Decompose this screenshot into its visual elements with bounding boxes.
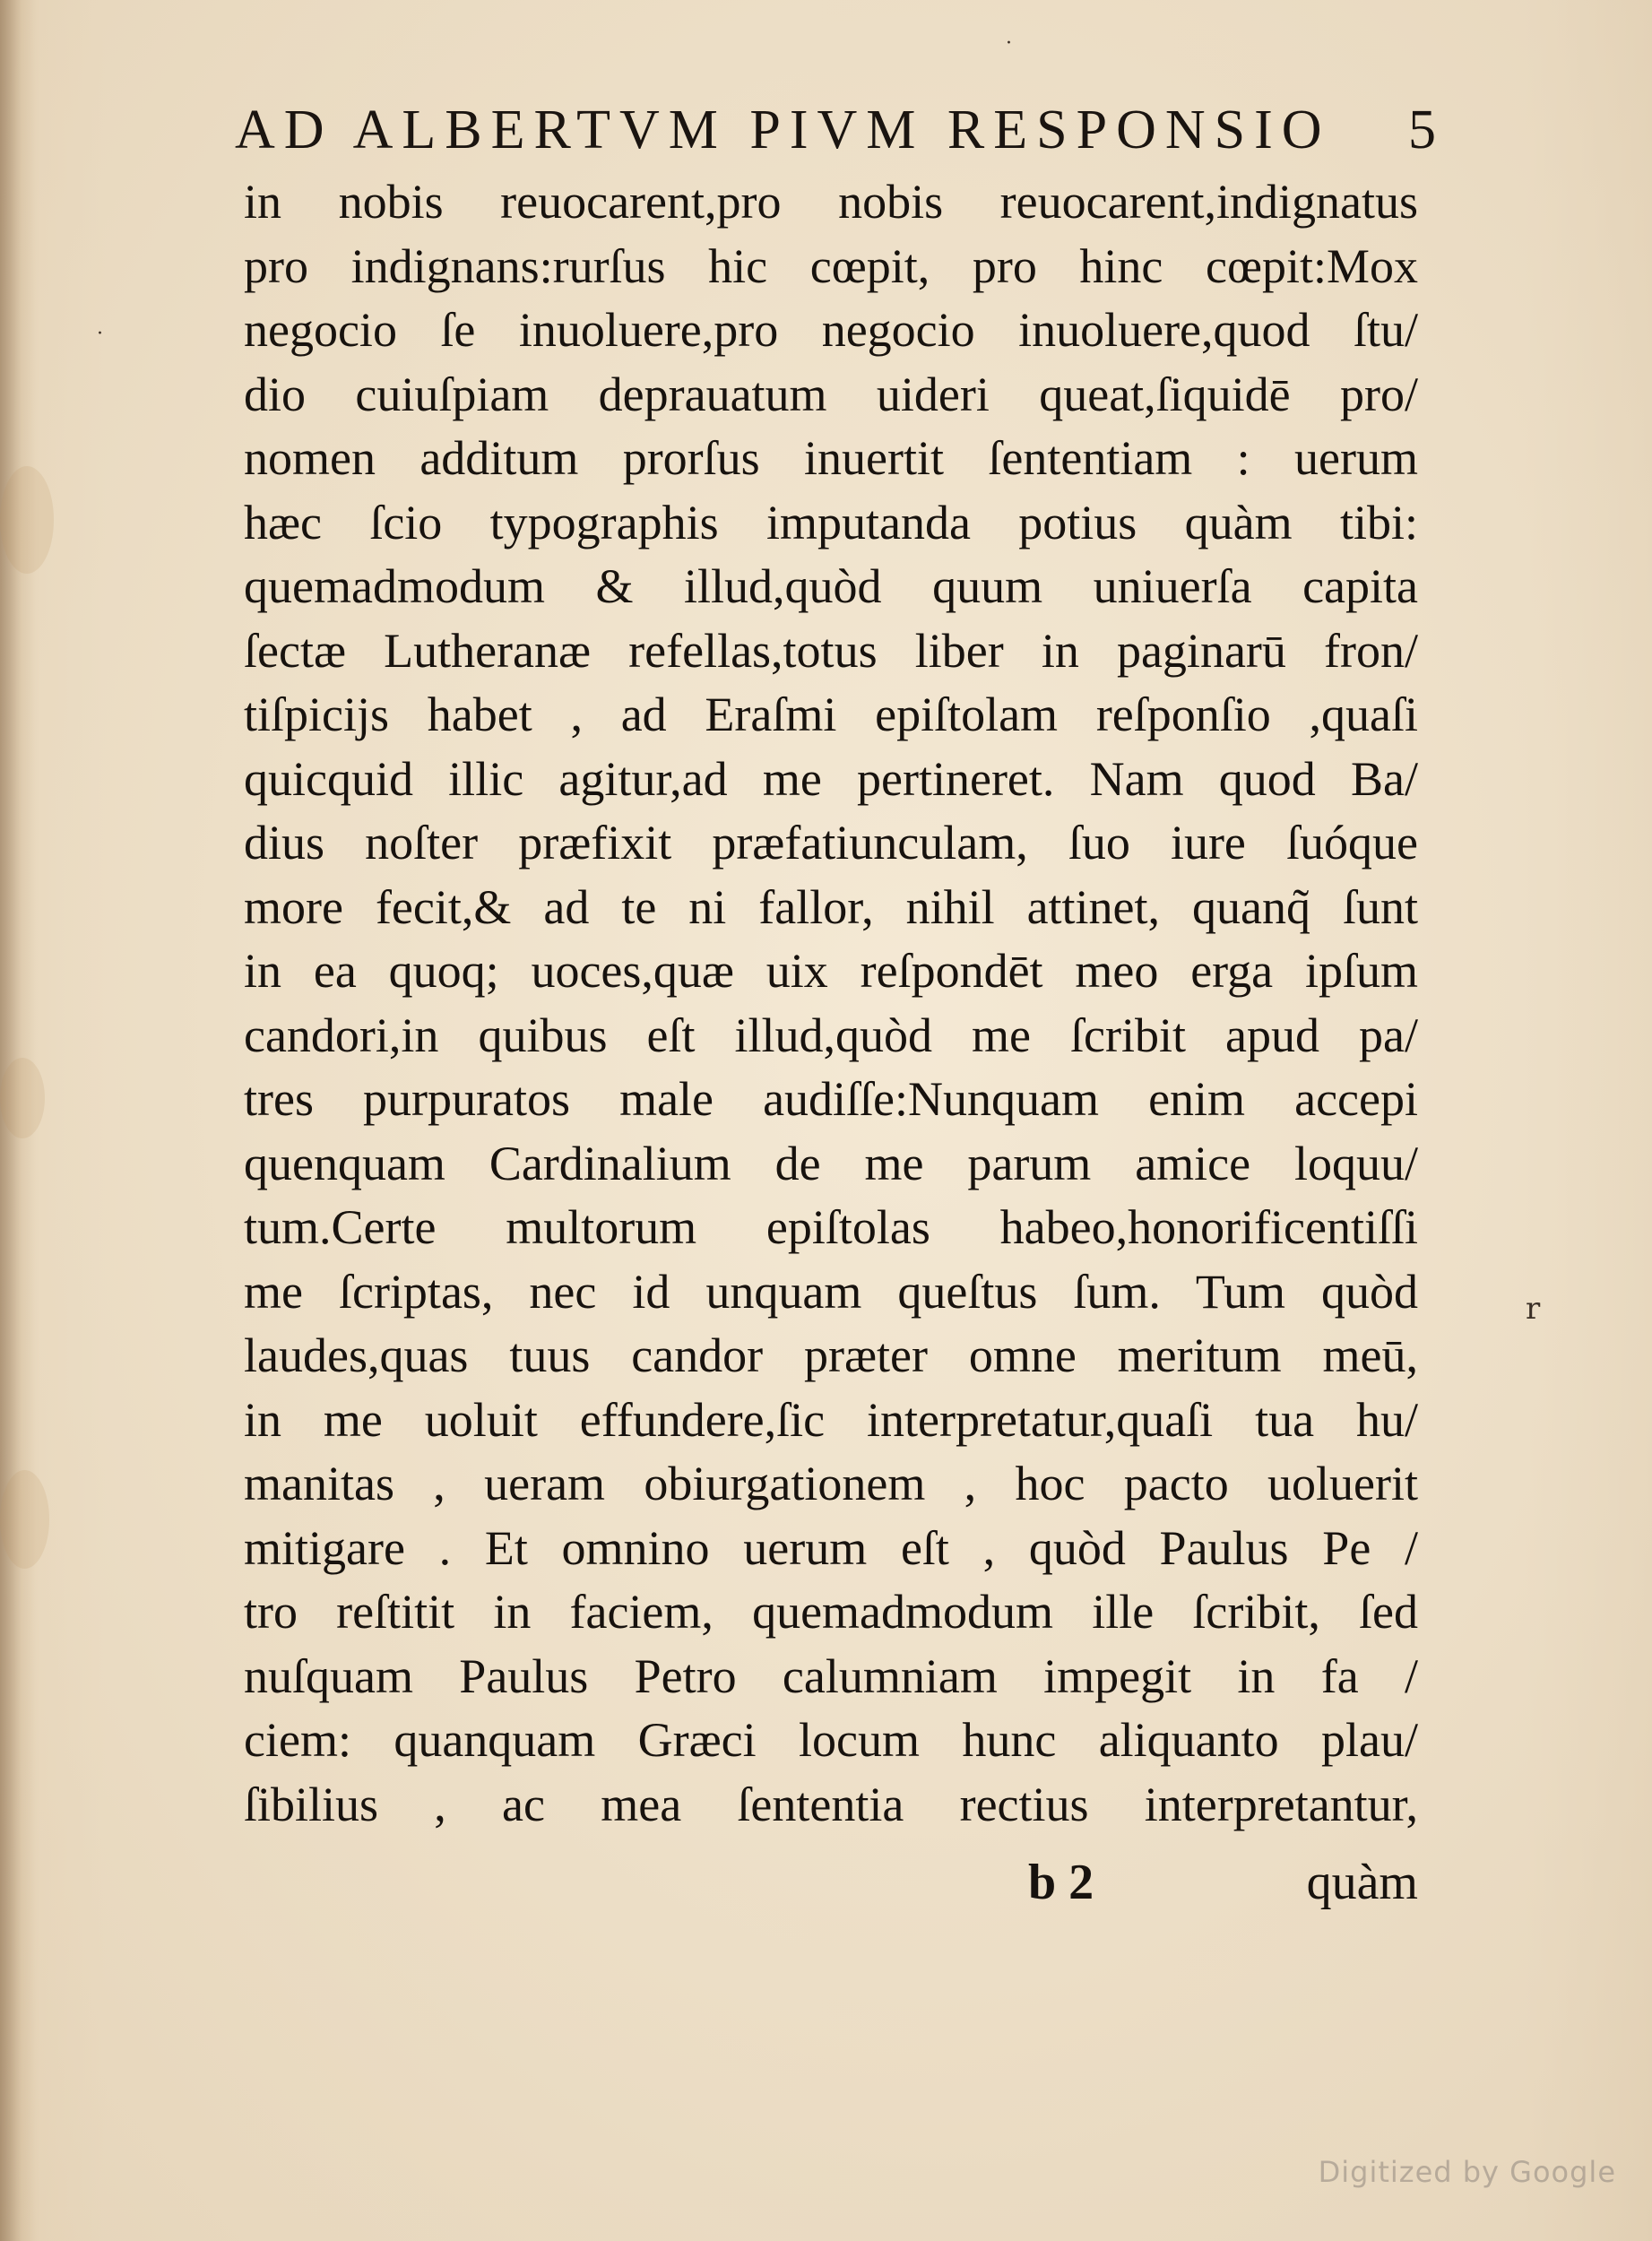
text-line: ſectæ Lutheranæ refellas,totus liber in paginarū fron/ <box>244 623 1418 678</box>
text-line: ciem: quanquam Græci locum hunc aliquanto plau/ <box>244 1713 1418 1767</box>
ink-speck: r <box>1526 1291 1541 1327</box>
text-line: pro indignans:rurſus hic cœpit, pro hinc cœpit:Mox <box>244 238 1418 293</box>
body-text <box>244 170 1418 1837</box>
text-line: hæc ſcio typographis imputanda potius quàm tibi: <box>244 495 1418 549</box>
text-line: in ea quoq; uoces,quæ uix reſpondēt meo erga ipſum <box>244 944 1418 998</box>
running-head-title: AD ALBERTVM PIVM RESPONSIO <box>235 100 1331 160</box>
text-line: manitas , ueram obiurgationem , hoc pacto uoluerit <box>244 1457 1418 1510</box>
folio-number: 5 <box>1408 100 1445 160</box>
text-line: negocio ſe inuoluere,pro negocio inuoluere,quod ſtu/ <box>244 303 1418 357</box>
text-line: tiſpicijs habet , ad Eraſmi epiſtolam reſponſio ,quaſi <box>244 688 1418 741</box>
text-line: more fecit,& ad te ni fallor, nihil attinet, quanq̃ ſunt <box>244 879 1418 934</box>
text-line: tres purpuratos male audiſſe:Nunquam enim accepi <box>244 1072 1418 1126</box>
ink-speck: · <box>1006 32 1012 55</box>
text-line: tum.Certe multorum epiſtolas habeo,honorificentiſſi <box>244 1200 1418 1254</box>
text-line: candori,in quibus eſt illud,quòd me ſcribit apud pa/ <box>244 1008 1418 1062</box>
text-line: mitigare . Et omnino uerum eſt , quòd Paulus Pe / <box>244 1520 1418 1575</box>
text-line: in nobis reuocarent,pro nobis reuocarent,indignatus <box>244 175 1418 229</box>
text-line: in me uoluit effundere,ſic interpretatur,quaſi tua hu/ <box>244 1392 1418 1447</box>
catchword: quàm <box>1306 1855 1418 1910</box>
text-line: nuſquam Paulus Petro calumniam impegit in fa / <box>244 1648 1418 1703</box>
text-line: dius noſter præfixit præfatiunculam, ſuo iure ſuóque <box>244 816 1418 870</box>
digitization-watermark: Digitized by Google <box>1318 2155 1616 2189</box>
text-line: tro reſtitit in faciem, quemadmodum ille ſcribit, ſed <box>244 1585 1418 1639</box>
text-line: laudes,quas tuus candor præter omne meritum meū, <box>244 1328 1418 1382</box>
text-line: ſibilius , ac mea ſententia rectius interpretantur, <box>244 1777 1418 1831</box>
text-line: nomen additum prorſus inuertit ſententiam : uerum <box>244 431 1418 485</box>
ink-speck: · <box>97 323 103 345</box>
signature-mark: b 2 <box>1028 1855 1094 1910</box>
text-line: quenquam Cardinalium de me parum amice loquu/ <box>244 1136 1418 1190</box>
running-head <box>235 99 1445 161</box>
text-line: quemadmodum & illud,quòd quum uniuerſa capita <box>244 559 1418 613</box>
paper-stain <box>0 1058 45 1138</box>
paper-stain <box>0 466 54 574</box>
text-line: dio cuiuſpiam deprauatum uideri queat,ſiquidē pro/ <box>244 367 1418 421</box>
text-line: me ſcriptas, nec id unquam queſtus ſum. Tum quòd <box>244 1264 1418 1319</box>
paper-stain <box>0 1470 49 1569</box>
text-line: quicquid illic agitur,ad me pertineret. Nam quod Ba/ <box>244 751 1418 806</box>
page-footer-line <box>244 1854 1418 1918</box>
